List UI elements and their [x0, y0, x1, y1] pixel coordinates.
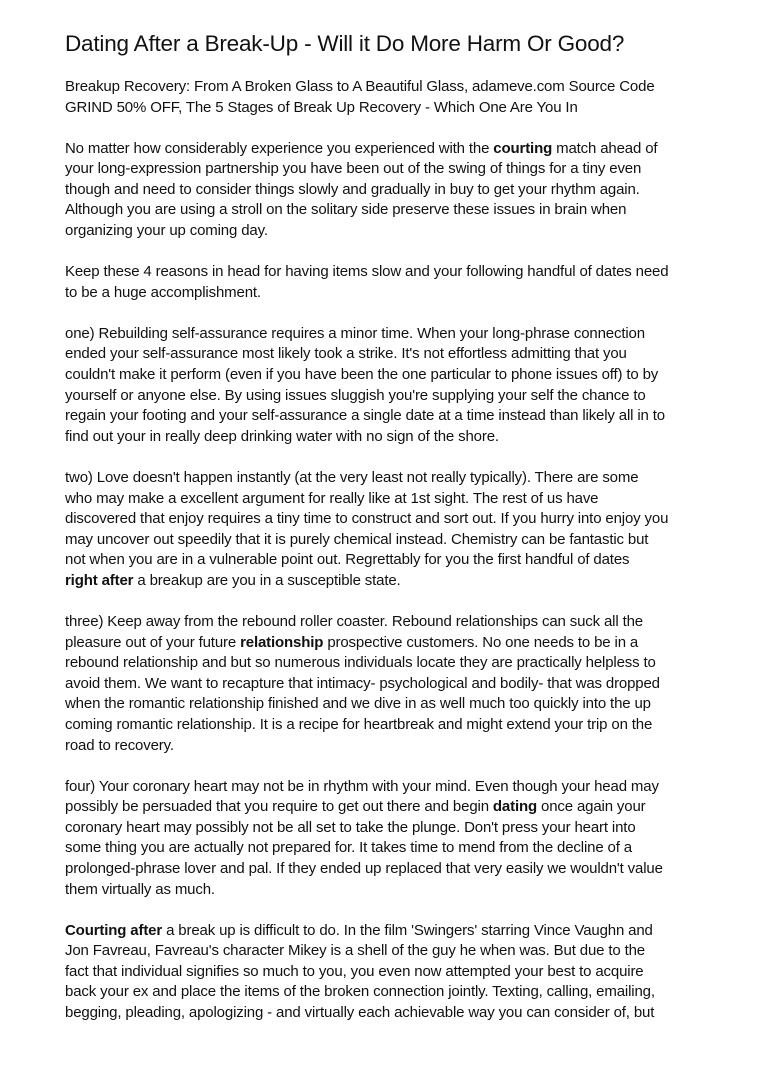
text-line — [65, 777, 745, 798]
text-run: four) Your coronary heart may not be in rhythm with your mind. Even though your head may — [65, 777, 659, 795]
text-run: discovered that enjoy requires a tiny time to construct and sort out. If you hurry into enjoy you — [65, 510, 669, 528]
text-run: coming romantic relationship. It is a recipe for heartbreak and might extend your trip on the — [65, 715, 653, 733]
text-run: them virtually as much. — [65, 880, 215, 898]
document-page — [65, 30, 745, 1044]
text-line — [65, 694, 745, 715]
text-run: find out your in really deep drinking water with no sign of the shore. — [65, 427, 499, 445]
text-line — [65, 139, 745, 160]
text-run: some thing you are actually not prepared for. It takes time to mend from the decline of a — [65, 839, 632, 857]
bold-keyword: courting — [493, 139, 553, 157]
text-line — [65, 365, 745, 386]
document-body — [65, 77, 745, 1024]
text-line — [65, 1003, 745, 1024]
text-run: fact that individual signifies so much to you, you even now attempted your best to acquire — [65, 962, 644, 980]
paragraph — [65, 468, 745, 592]
text-line — [65, 77, 745, 98]
text-line — [65, 982, 745, 1003]
text-run: prolonged-phrase lover and pal. If they ended up replaced that very easily we wouldn't value — [65, 860, 663, 877]
text-run: Although you are using a stroll on the solitary side preserve these issues in brain when — [65, 201, 627, 219]
text-line — [65, 98, 745, 119]
text-line — [65, 427, 745, 448]
text-run: begging, pleading, apologizing - and virtually each achievable way you can consider of, but — [65, 1004, 655, 1022]
text-line — [65, 838, 745, 859]
text-line — [65, 715, 745, 736]
text-run: pleasure out of your future — [65, 633, 241, 651]
paragraph — [65, 921, 745, 1024]
text-line — [65, 283, 745, 304]
text-line — [65, 633, 745, 654]
text-run: three) Keep away from the rebound roller coaster. Rebound relationships can suck all the — [65, 612, 643, 630]
text-line — [65, 921, 745, 942]
bold-keyword: relationship — [240, 633, 324, 651]
paragraph — [65, 777, 745, 901]
text-line — [65, 489, 745, 510]
text-line — [65, 221, 745, 242]
text-run: though and need to consider things slowly and gradually in buy to get your rhythm again. — [65, 180, 640, 198]
text-line — [65, 159, 745, 180]
text-line — [65, 406, 745, 427]
bold-keyword: Courting after — [65, 921, 163, 939]
text-run: back your ex and place the items of the broken connection jointly. Texting, calling, emailing, — [65, 983, 655, 1001]
text-run: to be a huge accomplishment. — [65, 283, 261, 301]
text-line — [65, 344, 745, 365]
text-line — [65, 180, 745, 201]
text-line — [65, 509, 745, 530]
text-run: Jon Favreau, Favreau's character Mikey is a shell of the guy he when was. But due to the — [65, 942, 645, 960]
text-line — [65, 653, 745, 674]
text-line — [65, 880, 745, 901]
text-run: prospective customers. No one needs to be in a — [323, 633, 639, 651]
text-line — [65, 468, 745, 489]
text-line — [65, 797, 745, 818]
text-run: possibly be persuaded that you require to get out there and begin — [65, 798, 493, 816]
text-line — [65, 530, 745, 551]
bold-keyword: dating — [492, 798, 537, 816]
text-line — [65, 941, 745, 962]
text-run: coronary heart may possibly not be all set to take the plunge. Don't press your heart into — [65, 818, 636, 836]
paragraph — [65, 262, 745, 303]
text-line — [65, 550, 745, 571]
text-line — [65, 571, 745, 592]
text-line — [65, 962, 745, 983]
text-run: yourself or anyone else. By using issues sluggish you're supplying your self the chance to — [65, 386, 646, 404]
text-line — [65, 674, 745, 695]
paragraph — [65, 77, 745, 118]
text-line — [65, 200, 745, 221]
text-run: No matter how considerably experience you experienced with the — [65, 139, 494, 157]
text-run: couldn't make it perform (even if you have been the one particular to phone issues off) to by — [65, 366, 659, 384]
text-run: once again your — [537, 798, 646, 816]
text-run: a break up is difficult to do. In the film 'Swingers' starring Vince Vaughn and — [162, 921, 653, 939]
text-line — [65, 736, 745, 757]
text-run: who may make a excellent argument for really like at 1st sight. The rest of us have — [65, 489, 599, 507]
text-line — [65, 818, 745, 839]
document-title: Dating After a Break-Up - Will it Do More Harm Or Good? — [65, 31, 625, 56]
text-run: rebound relationship and but so numerous individuals locate they are practically helpless to — [65, 654, 656, 672]
text-run: road to recovery. — [65, 736, 174, 754]
text-line — [65, 324, 745, 345]
text-line — [65, 386, 745, 407]
text-run: regain your footing and your self-assurance a single date at a time instead than likely all in to — [65, 407, 665, 425]
text-run: a breakup are you in a susceptible state. — [133, 571, 401, 589]
text-line — [65, 859, 745, 880]
text-line — [65, 612, 745, 633]
text-run: your long-expression partnership you have been out of the swing of things for a tiny even — [65, 160, 642, 178]
text-run: Keep these 4 reasons in head for having items slow and your following handful of dates need — [65, 263, 669, 281]
text-run: when the romantic relationship finished and we dive in as well much too quickly into the up — [65, 695, 651, 713]
text-run: ended your self-assurance most likely took a strike. It's not effortless admitting that you — [65, 345, 627, 363]
text-run: match ahead of — [552, 139, 658, 157]
paragraph — [65, 324, 745, 448]
text-run: one) Rebuilding self-assurance requires a minor time. When your long-phrase connection — [65, 324, 645, 342]
bold-keyword: right after — [65, 571, 134, 589]
text-run: not when you are in a vulnerable point out. Regrettably for you the first handful of dates — [65, 551, 630, 569]
text-run: avoid them. We want to recapture that intimacy- psychological and bodily- that was dropped — [65, 674, 660, 692]
text-run: may uncover out speedily that it is purely chemical instead. Chemistry can be fantastic but — [65, 530, 649, 548]
text-line — [65, 262, 745, 283]
paragraph — [65, 612, 745, 756]
text-run: Breakup Recovery: From A Broken Glass to A Beautiful Glass, adameve.com Source Code — [65, 78, 655, 95]
paragraph — [65, 139, 745, 242]
text-run: two) Love doesn't happen instantly (at the very least not really typically). There are some — [65, 468, 639, 486]
text-run: organizing your up coming day. — [65, 222, 268, 240]
text-run: GRIND 50% OFF, The 5 Stages of Break Up Recovery - Which One Are You In — [65, 98, 578, 116]
